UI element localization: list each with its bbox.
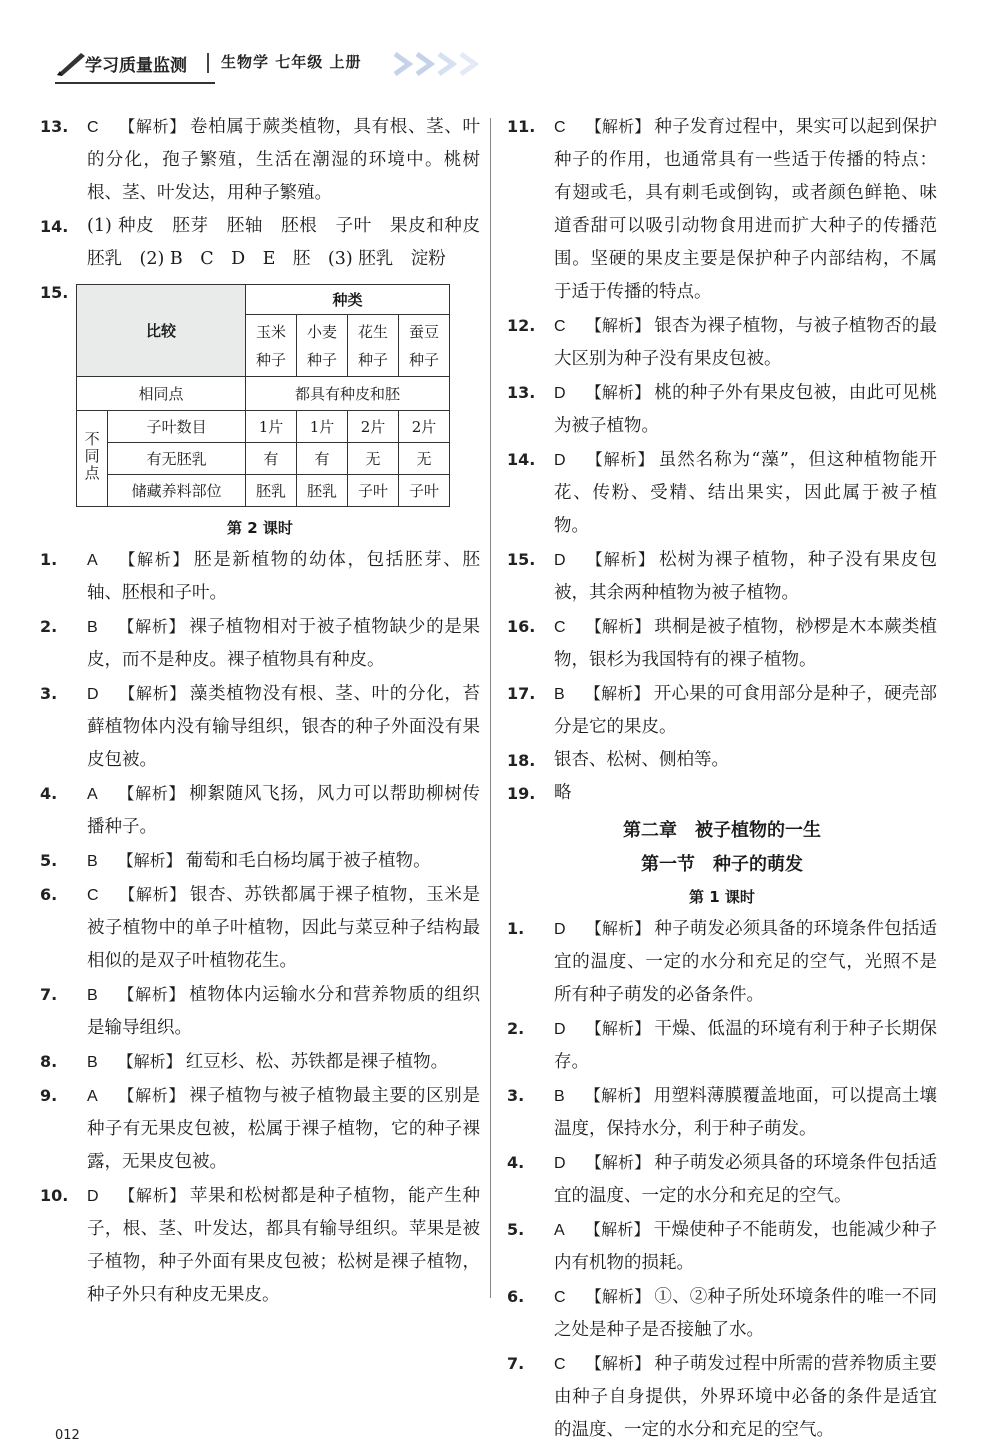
answer-item (40, 1045, 480, 1079)
answer-choice: C (87, 119, 99, 136)
analysis-tag: 【解析】 (585, 1354, 651, 1373)
item-text: 藻类植物没有根、茎、叶的分化，苔藓植物体内没有输导组织，银杏的种子外面没有果皮包被。 (87, 684, 480, 770)
item-body (554, 1012, 937, 1079)
analysis-tag: 【解析】 (117, 617, 186, 636)
table-cell: 2片 (399, 411, 450, 443)
analysis-tag: 【解析】 (585, 383, 651, 402)
answer-item (507, 376, 937, 443)
analysis-tag: 【解析】 (585, 617, 651, 636)
item-text: 用塑料薄膜覆盖地面，可以提高土壤温度，保持水分，利于种子萌发。 (554, 1086, 937, 1139)
table-cell: 胚乳 (246, 475, 297, 507)
answer-item (40, 844, 480, 878)
table-cell: 2片 (348, 411, 399, 443)
analysis-tag: 【解析】 (585, 550, 656, 569)
analysis-tag: 【解析】 (585, 316, 651, 335)
answer-item (40, 777, 480, 844)
answer-choice: B (87, 853, 98, 870)
answer-choice: B (87, 987, 98, 1004)
analysis-tag: 【解析】 (117, 985, 186, 1004)
comparison-table-wrap (76, 284, 480, 507)
item-number: 3. (40, 684, 58, 703)
table-cell: 无 (399, 443, 450, 475)
answer-item (507, 1280, 937, 1347)
diff-row-label: 储藏养料部位 (108, 475, 246, 507)
item-text: 卷柏属于蕨类植物，具有根、茎、叶的分化，孢子繁殖，生活在潮湿的环境中。桃树根、茎、叶发达，用种子繁殖。 (87, 117, 480, 203)
answer-choice: A (87, 1088, 98, 1105)
table-cell: 有 (297, 443, 348, 475)
answer-item (507, 110, 937, 309)
item-text: 银杏、苏铁都属于裸子植物，玉米是被子植物中的单子叶植物，因此与菜豆种子结构最相似的是双子叶植物花生。 (87, 885, 480, 971)
answer-choice: B (554, 686, 565, 703)
answer-item (507, 1146, 937, 1213)
item-number: 13. (40, 117, 69, 136)
item-number: 14. (40, 217, 69, 236)
item-body (87, 210, 498, 276)
analysis-tag: 【解析】 (584, 1086, 650, 1105)
answer-item (507, 1012, 937, 1079)
answer-item (40, 1079, 480, 1179)
item-body (87, 677, 480, 777)
left-column (40, 110, 498, 1312)
item-number: 15. (507, 550, 536, 569)
item-number: 5. (507, 1220, 525, 1239)
item-text: 植物体内运输水分和营养物质的组织是输导组织。 (87, 985, 480, 1038)
item-number: 7. (40, 985, 58, 1004)
answer-choice: B (87, 1054, 98, 1071)
answer-item (507, 1079, 937, 1146)
answer-item (507, 543, 937, 610)
analysis-tag: 【解析】 (117, 550, 191, 569)
item-body (87, 610, 480, 677)
answer-item (507, 309, 937, 376)
item-number: 17. (507, 684, 536, 703)
table-cell: 胚乳 (297, 475, 348, 507)
item-number: 10. (40, 1186, 69, 1205)
item-body (87, 110, 480, 210)
table-cell: 1片 (297, 411, 348, 443)
book-subtitle: 生物学 七年级 上册 (221, 53, 362, 71)
answer-choice: C (554, 119, 566, 136)
item-text: 柳絮随风飞扬，风力可以帮助柳树传播种子。 (87, 784, 480, 837)
answer-item (40, 543, 480, 610)
analysis-tag: 【解析】 (118, 684, 186, 703)
table-cell: 子叶 (348, 475, 399, 507)
pen-icon (55, 49, 89, 77)
analysis-tag: 【解析】 (117, 851, 182, 870)
answer-item (507, 777, 937, 810)
item-body (554, 110, 937, 309)
header-separator (207, 53, 209, 73)
item-body (87, 844, 480, 878)
page-header (55, 45, 475, 81)
answer-choice: D (554, 1155, 566, 1172)
diff-row-label: 子叶数目 (108, 411, 246, 443)
item-text: 红豆杉、松、苏铁都是裸子植物。 (185, 1052, 449, 1072)
item-number: 9. (40, 1086, 58, 1105)
item-number: 14. (507, 450, 536, 469)
answer-item (40, 1179, 480, 1312)
table-cell: 有 (246, 443, 297, 475)
section-heading: 第一节 种子的萌发 (641, 854, 803, 875)
analysis-tag: 【解析】 (585, 1287, 651, 1306)
analysis-tag: 【解析】 (585, 450, 655, 469)
answer-item (40, 210, 498, 276)
item-number: 8. (40, 1052, 58, 1071)
answer-item (507, 677, 937, 744)
answer-item (40, 110, 480, 210)
item-body (554, 543, 937, 610)
species-header: 蚕豆 种子 (399, 315, 450, 377)
answer-choice: D (554, 385, 566, 402)
item-text: 胚是新植物的幼体，包括胚芽、胚轴、胚根和子叶。 (87, 550, 480, 603)
analysis-tag: 【解析】 (585, 1019, 651, 1038)
lesson-2-heading: 第 2 课时 (227, 519, 293, 537)
item-body (554, 376, 937, 443)
answer-item (40, 610, 480, 677)
answer-choice: C (554, 1289, 566, 1306)
item-text: 开心果的可食用部分是种子，硬壳部分是它的果皮。 (554, 684, 937, 737)
item-body (554, 1347, 937, 1447)
item-body (554, 744, 937, 777)
item-text: ①、②种子所处环境条件的唯一不同之处是种子是否接触了水。 (554, 1287, 937, 1340)
answer-item (507, 912, 937, 1012)
item-body (554, 912, 937, 1012)
answer-choice: D (554, 921, 566, 938)
item-number: 16. (507, 617, 536, 636)
item-number: 11. (507, 117, 536, 136)
item-text: 松树为裸子植物，种子没有果皮包被，其余两种植物为被子植物。 (554, 550, 937, 603)
analysis-tag: 【解析】 (585, 1153, 651, 1172)
item-body (554, 1079, 937, 1146)
species-header: 小麦 种子 (297, 315, 348, 377)
answer-item (40, 878, 480, 978)
item-text: 银杏为裸子植物，与被子植物否的最大区别为种子没有果皮包被。 (554, 316, 937, 369)
answer-item (40, 677, 480, 777)
answer-item (507, 610, 937, 677)
item-text: 种子萌发必须具备的环境条件包括适宜的温度、一定的水分和充足的空气。 (554, 1153, 937, 1206)
item-body (554, 1146, 937, 1213)
item-text: 桃的种子外有果皮包被，由此可见桃为被子植物。 (554, 383, 937, 436)
item-body (87, 1079, 480, 1179)
table-cell: 子叶 (399, 475, 450, 507)
answer-choice: A (87, 786, 98, 803)
chevron-decoration-icon (385, 51, 505, 77)
same-label: 相同点 (77, 377, 246, 411)
answer-choice: C (554, 619, 566, 636)
item-body (554, 309, 937, 376)
column-divider (490, 118, 491, 1298)
answer-item (507, 744, 937, 777)
item-number: 18. (507, 751, 536, 770)
answer-item (507, 1213, 937, 1280)
analysis-tag: 【解析】 (584, 1220, 650, 1239)
analysis-tag: 【解析】 (117, 784, 186, 803)
item-body (87, 1045, 480, 1079)
analysis-tag: 【解析】 (118, 885, 186, 904)
answer-item (40, 978, 480, 1045)
item-number: 3. (507, 1086, 525, 1105)
answer-item (507, 1347, 937, 1447)
analysis-tag: 【解析】 (585, 919, 651, 938)
item-text: 虽然名称为“藻”，但这种植物能开花、传粉、受精、结出果实，因此属于被子植物。 (554, 450, 937, 536)
item-text: 种子萌发过程中所需的营养物质主要由种子自身提供，外界环境中必备的条件是适宜的温度、一定的水分和充足的空气。 (554, 1354, 937, 1440)
item-body (554, 443, 937, 543)
item-number: 19. (507, 784, 536, 803)
chapter-heading: 第二章 被子植物的一生 (623, 820, 821, 841)
diff-label-cell (77, 411, 108, 507)
item-text: 种子发育过程中，果实可以起到保护种子的作用，也通常具有一些适于传播的特点：有翅或毛，具有刺毛或倒钩，或者颜色鲜艳、味道香甜可以吸引动物食用进而扩大种子的传播范围。坚硬的果皮主要是保护种子内部结构，不属于适于传播的特点。 (554, 117, 937, 302)
item-body (554, 677, 937, 744)
item-body (87, 1179, 480, 1312)
answer-choice: C (554, 1356, 566, 1373)
analysis-tag: 【解析】 (584, 684, 650, 703)
analysis-tag: 【解析】 (117, 1052, 182, 1071)
item-text: 干燥使种子不能萌发，也能减少种子内有机物的损耗。 (554, 1220, 937, 1273)
same-value: 都具有种皮和胚 (246, 377, 450, 411)
item-body (554, 777, 937, 810)
analysis-tag: 【解析】 (117, 1086, 186, 1105)
answer-choice: B (554, 1088, 565, 1105)
item-number: 1. (507, 919, 525, 938)
item-number: 7. (507, 1354, 525, 1373)
item-number: 4. (507, 1153, 525, 1172)
header-underline (55, 82, 215, 84)
item-body (554, 1280, 937, 1347)
answer-choice: D (554, 452, 566, 469)
item-text: 干燥、低温的环境有利于种子长期保存。 (554, 1019, 937, 1072)
page-number: 012 (55, 1428, 80, 1443)
seed-comparison-table (76, 284, 450, 507)
diff-label: 不同点 (82, 431, 101, 482)
answer-choice: A (554, 1222, 565, 1239)
answer-choice: D (87, 1188, 99, 1205)
right-column (507, 110, 937, 1447)
item-number: 13. (507, 383, 536, 402)
species-header: 玉米 种子 (246, 315, 297, 377)
series-title: 学习质量监测 (85, 56, 187, 76)
table-cell: 无 (348, 443, 399, 475)
item-number: 1. (40, 550, 58, 569)
answer-choice: A (87, 552, 98, 569)
item-text: 裸子植物相对于被子植物缺少的是果皮，而不是种皮。裸子植物具有种皮。 (87, 617, 480, 670)
item-number: 5. (40, 851, 58, 870)
answer-item (507, 443, 937, 543)
analysis-tag: 【解析】 (118, 117, 186, 136)
item-body (554, 1213, 937, 1280)
item-body (554, 610, 937, 677)
analysis-tag: 【解析】 (585, 117, 651, 136)
item-number: 2. (507, 1019, 525, 1038)
item-text: 葡萄和毛白杨均属于被子植物。 (185, 851, 431, 871)
item-text: 银杏、松树、侧柏等。 (554, 750, 729, 770)
analysis-tag: 【解析】 (118, 1186, 186, 1205)
answer-choice: D (87, 686, 99, 703)
table-cell: 1片 (246, 411, 297, 443)
item-body (87, 777, 480, 844)
item-text: 珙桐是被子植物，桫椤是木本蕨类植物，银杉为我国特有的裸子植物。 (554, 617, 937, 670)
answer-choice: D (554, 552, 566, 569)
item-text: (1) 种皮 胚芽 胚轴 胚根 子叶 果皮和种皮 胚乳 (2) B C D E 胚 (3) 胚乳 淀粉 (87, 216, 498, 269)
item-text: 裸子植物与被子植物最主要的区别是种子有无果皮包被，松属于裸子植物，它的种子裸露，无果皮包被。 (87, 1086, 480, 1172)
diff-row-label: 有无胚乳 (108, 443, 246, 475)
item-body (87, 978, 480, 1045)
answer-choice: C (87, 887, 99, 904)
item-text: 苹果和松树都是种子植物，能产生种子，根、茎、叶发达，都具有输导组织。苹果是被子植物，种子外面有果皮包被；松树是裸子植物，种子外只有种皮无果皮。 (87, 1186, 480, 1305)
answer-choice: B (87, 619, 98, 636)
species-header: 花生 种子 (348, 315, 399, 377)
item-body (87, 543, 480, 610)
item-number: 6. (507, 1287, 525, 1306)
kind-header: 种类 (246, 285, 450, 315)
item-number: 6. (40, 885, 58, 904)
item-number: 2. (40, 617, 58, 636)
item-text: 略 (554, 783, 572, 803)
item-text: 种子萌发必须具备的环境条件包括适宜的温度、一定的水分和充足的空气，光照不是所有种子萌发的必备条件。 (554, 919, 937, 1005)
item-number: 12. (507, 316, 536, 335)
answer-choice: C (554, 318, 566, 335)
lesson-1-heading: 第 1 课时 (689, 888, 755, 906)
item-number: 15. (40, 283, 69, 302)
compare-header: 比较 (77, 285, 246, 377)
item-number: 4. (40, 784, 58, 803)
item-body (87, 878, 480, 978)
answer-choice: D (554, 1021, 566, 1038)
